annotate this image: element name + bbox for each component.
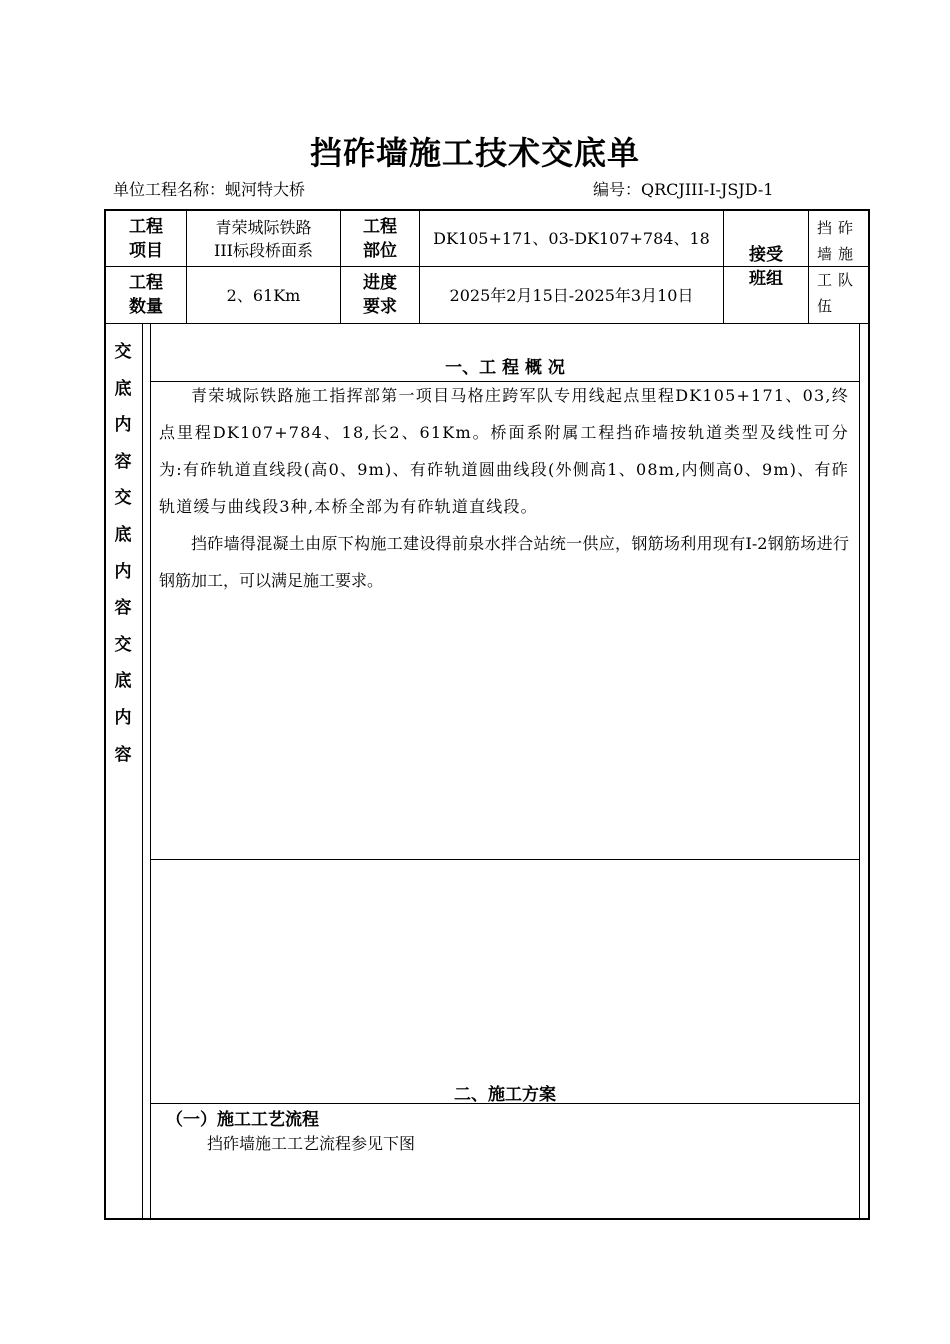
- section2-subheading: （一）施工工艺流程: [166, 1110, 319, 1130]
- side-label-char: 容: [114, 451, 132, 472]
- project-item-label: 工程 项目: [129, 216, 163, 261]
- col-divider-5: [808, 209, 809, 323]
- receiving-team-value: 挡砟墙施工队伍: [817, 219, 860, 315]
- unit-project-name: 单位工程名称：蚬河特大桥: [113, 180, 306, 199]
- serial-number: 编号：QRCJIII-Ⅰ-JSJD-1: [593, 180, 774, 199]
- schedule-value: 2025年2月15日-2025年3月10日: [449, 285, 694, 305]
- receiving-team-label: 接受 班组: [749, 245, 783, 289]
- side-label-char: 底: [114, 671, 132, 692]
- disclosure-content-side-label: [108, 334, 138, 773]
- location-label: 工程 部位: [363, 216, 397, 261]
- side-label-char: 容: [114, 598, 132, 619]
- row-divider-2: [104, 323, 870, 324]
- section1-title: 一、工 程 概 况: [445, 358, 565, 378]
- section1-paragraph2: 挡砟墙得混凝土由原下构施工建设得前泉水拌合站统一供应，钢筋场利用现有I-2钢筋场进行钢筋加工，可以满足施工要求。: [159, 534, 849, 590]
- side-label-char: 交: [114, 634, 132, 655]
- section-divider: [150, 859, 859, 860]
- side-label-char: 容: [114, 744, 132, 765]
- side-label-char: 内: [114, 707, 132, 728]
- section2-title: 二、施工方案: [454, 1085, 556, 1105]
- side-label-char: 交: [114, 342, 132, 362]
- schedule-label: 进度 要求: [363, 273, 397, 317]
- side-label-char: 底: [114, 378, 132, 399]
- quantity-value: 2、61Km: [226, 285, 301, 305]
- side-label-char: 内: [114, 561, 132, 582]
- side-label-char: 内: [114, 415, 132, 436]
- location-value: DK105+171、03-DK107+784、18: [433, 229, 710, 248]
- quantity-label: 工程 数量: [129, 273, 163, 317]
- side-label-char: 底: [114, 524, 132, 545]
- side-divider-1: [142, 323, 143, 1220]
- right-inner-divider: [859, 323, 860, 1220]
- section1-paragraph1: 青荣城际铁路施工指挥部第一项目马格庄跨军队专用线起点里程DK105+171、03,终点里程DK107+784、18,长2、61Km。桥面系附属工程挡砟墙按轨道类型及线性可分为:有砟轨道直线段(高0、9m)、有砟轨道圆曲线段(外侧高1、08m,内侧高0、9m)、有砟轨道缓与曲线段3种,本桥全部为有砟轨道直线段。: [159, 386, 849, 516]
- project-item-value: 青荣城际铁路 III标段桥面系: [214, 217, 313, 260]
- page-title: 挡砟墙施工技术交底单: [309, 134, 640, 172]
- side-label-char: 交: [114, 488, 132, 509]
- section2-subtext: 挡砟墙施工工艺流程参见下图: [207, 1134, 416, 1153]
